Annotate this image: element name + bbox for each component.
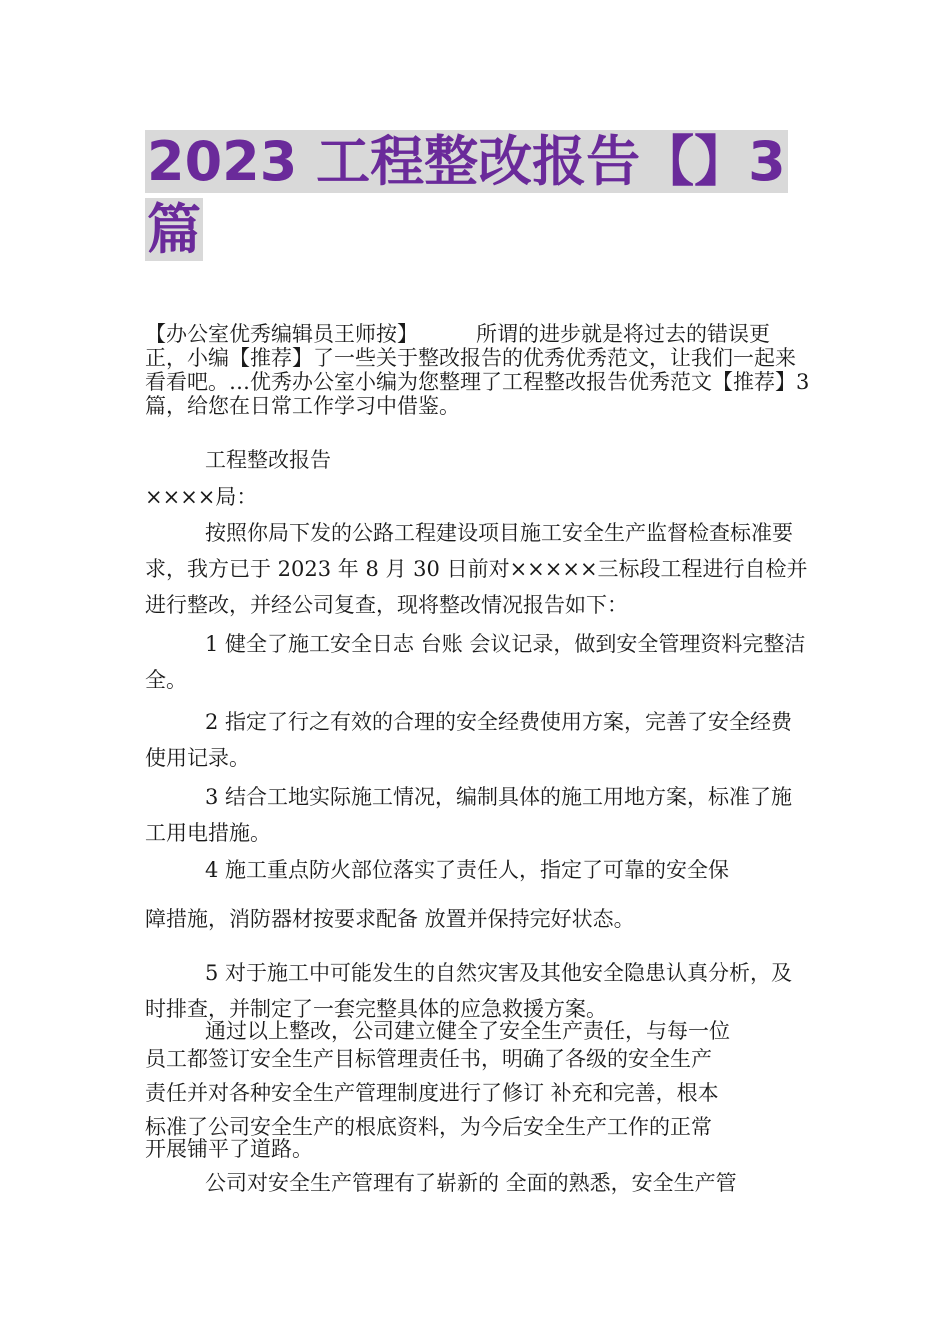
list-item-4-line-2: 障措施，消防器材按要求配备 放置并保持完好状态。 [145,907,635,931]
addressee: ××××局： [145,485,258,509]
title-line-2: 篇 [147,198,201,261]
para2-line-1: 通过以上整改，公司建立健全了安全生产责任，与每一位 [205,1019,730,1043]
list-item-2: 2 指定了行之有效的合理的安全经费使用方案，完善了安全经费使用记录。 [145,710,793,770]
body-paragraph-1: 按照你局下发的公路工程建设项目施工安全生产监督检查标准要求，我方已于 2023 年 8 月 30 日前对×××××三标段工程进行自检并进行整改，并经公司复查，现将整改情况报告如下： [145,521,808,617]
intro-tag: 【办公室优秀编辑员王师按】 [145,322,418,346]
intro-paragraph [145,322,810,418]
para2-line-3: 责任并对各种安全生产管理制度进行了修订 补充和完善，根本 [145,1081,719,1105]
intro-text: 所谓的进步就是将过去的错误更正，小编【推荐】了一些关于整改报告的优秀优秀范文，让我们一起来看看吧。…优秀办公室小编为您整理了工程整改报告优秀范文【推荐】3 篇，给您在日常工作学习中借鉴。 [145,322,810,418]
list-item-4-line-1: 4 施工重点防火部位落实了责任人，指定了可靠的安全保 [205,858,730,882]
list-item-5: 5 对于施工中可能发生的自然灾害及其他安全隐患认真分析，及时排查，并制定了一套完整具体的应急救援方案。 [145,961,793,1021]
document-title [145,128,810,264]
list-item-1: 1 健全了施工安全日志 台账 会议记录，做到安全管理资料完整洁全。 [145,632,806,692]
body-paragraph-3: 公司对安全生产管理有了崭新的 全面的熟悉，安全生产管 [205,1171,737,1195]
para2-line-4: 标准了公司安全生产的根底资料，为今后安全生产工作的正常 [145,1115,712,1139]
list-item-3: 3 结合工地实际施工情况，编制具体的施工用地方案，标准了施工用电措施。 [145,785,793,845]
para2-line-5: 开展铺平了道路。 [145,1137,313,1161]
title-line-1: 2023 工程整改报告【】3 [147,130,786,193]
body-paragraph-2 [145,1019,810,1161]
para2-line-2: 员工都签订安全生产目标管理责任书，明确了各级的安全生产 [145,1047,712,1071]
report-heading: 工程整改报告 [205,448,331,472]
